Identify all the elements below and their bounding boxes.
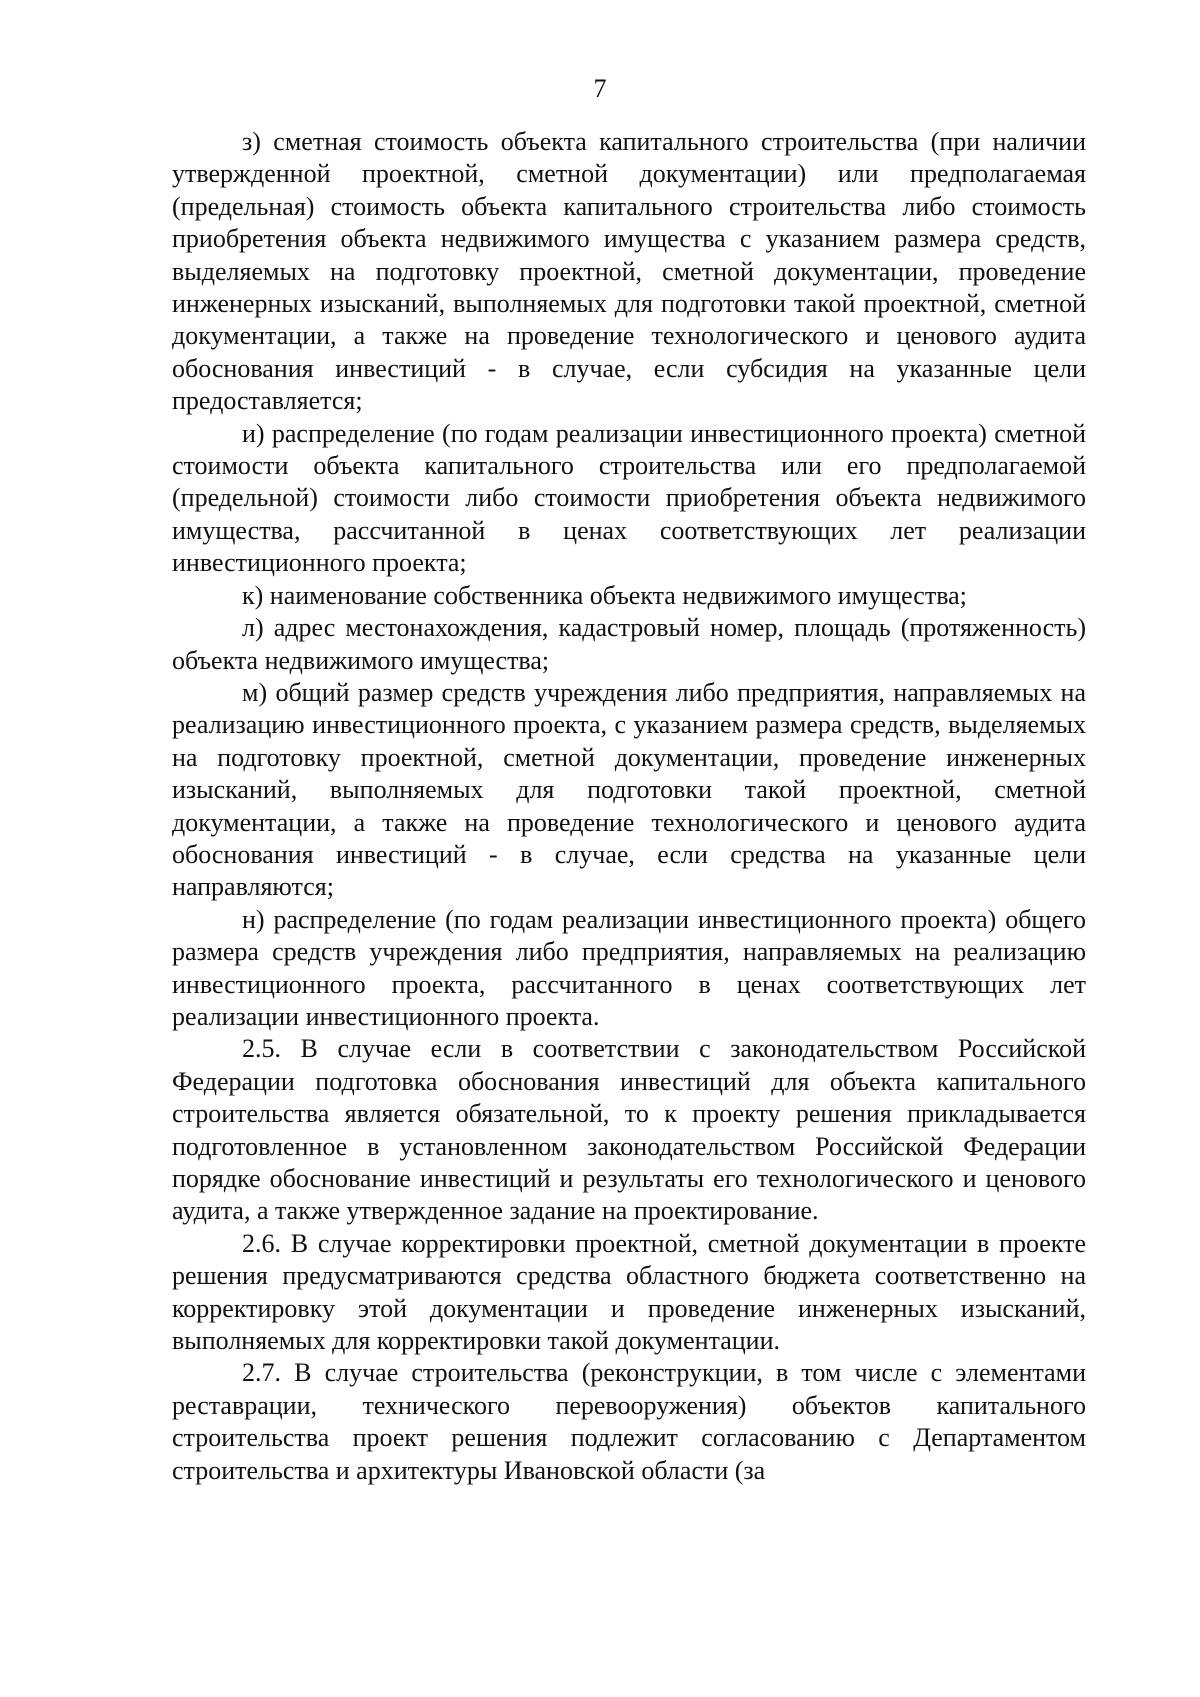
paragraph-2-7: 2.7. В случае строительства (реконструкции, в том числе с элементами реставрации, технического перевооружения) объектов капитального строительства проект решения подлежит согласованию с Департаментом строительства и архитектуры Ивановской области (за [172, 1358, 1086, 1485]
paragraph-item-n: н) распределение (по годам реализации инвестиционного проекта) общего размера средств учреждения либо предприятия, направляемых на реализацию инвестиционного проекта, рассчитанного в ценах соответствующих лет реализации инвестиционного проекта. [172, 904, 1086, 1031]
paragraph-item-i: и) распределение (по годам реализации инвестиционного проекта) сметной стоимости объекта капитального строительства или его предполагаемой (предельной) стоимости либо стоимости приобретения объекта недвижимого имущества, рассчитанной в ценах соответствующих лет реализации инвестиционного проекта; [172, 418, 1086, 578]
paragraph-2-5: 2.5. В случае если в соответствии с законодательством Российской Федерации подготовка обоснования инвестиций для объекта капитального строительства является обязательной, то к проекту решения прикладывается подготовленное в установленном законодательством Российской Федерации порядке обоснование инвестиций и результаты его технологического и ценового аудита, а также утвержденное задание на проектирование. [172, 1034, 1086, 1226]
paragraph-item-z: з) сметная стоимость объекта капитального строительства (при наличии утвержденной проектной, сметной документации) или предполагаемая (предельная) стоимость объекта капитального строительства либо стоимость приобретения объекта недвижимого имущества с указанием размера средств, выделяемых на подготовку проектной, сметной документации, проведение инженерных изысканий, выполняемых для подготовки такой проектной, сметной документации, а также на проведение технологического и ценового аудита обоснования инвестиций - в случае, если субсидия на указанные цели предоставляется; [172, 127, 1086, 416]
paragraph-item-k: к) наименование собственника объекта недвижимого имущества; [242, 580, 967, 610]
paragraph-item-l: л) адрес местонахождения, кадастровый номер, площадь (протяженность) объекта недвижимого имущества; [172, 613, 1086, 675]
paragraph-item-m: м) общий размер средств учреждения либо предприятия, направляемых на реализацию инвестиционного проекта, с указанием размера средств, выделяемых на подготовку проектной, сметной документации, проведение инженерных изысканий, выполняемых для подготовки такой проектной, сметной документации, а также на проведение технологического и ценового аудита обоснования инвестиций - в случае, если средства на указанные цели направляются; [172, 677, 1086, 902]
document-body [172, 126, 1086, 1487]
paragraph-2-6: 2.6. В случае корректировки проектной, сметной документации в проекте решения предусматриваются средства областного бюджета соответственно на корректировку этой документации и проведение инженерных изысканий, выполняемых для корректировки такой документации. [172, 1228, 1086, 1356]
page-number: 7 [593, 74, 607, 103]
